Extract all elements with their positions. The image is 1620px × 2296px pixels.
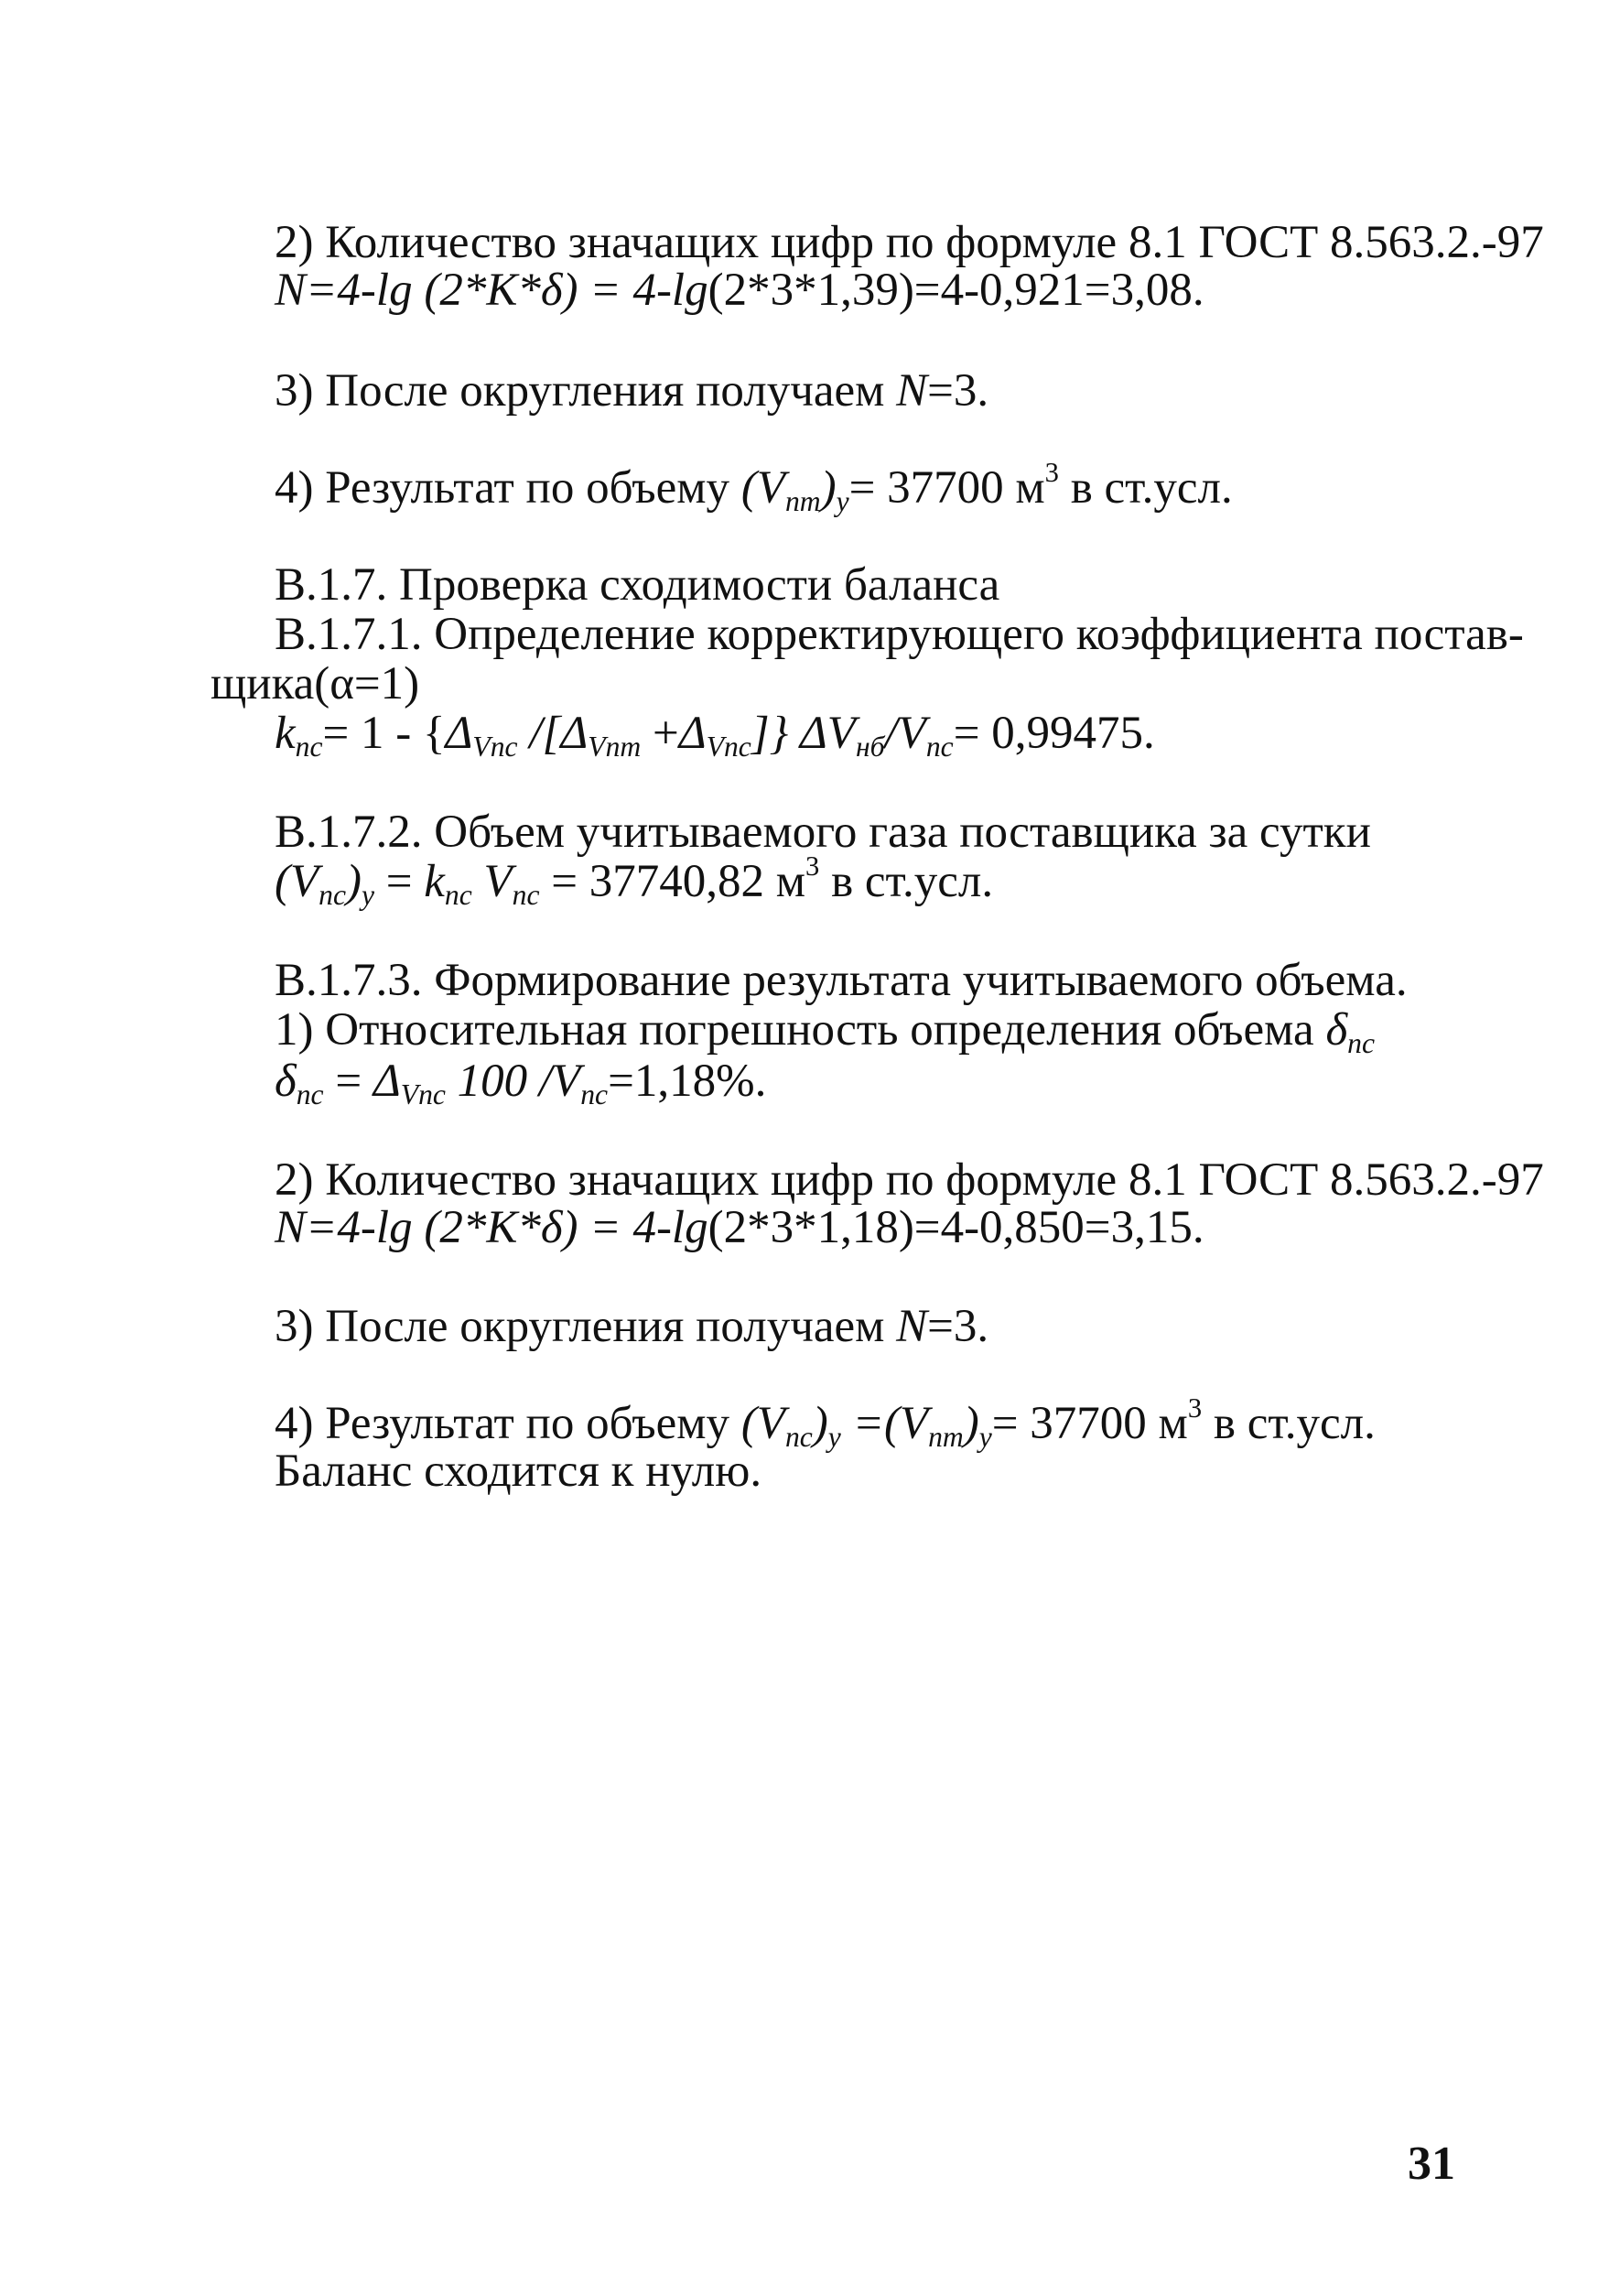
digits-count-formula: N=4-lg (2*K*δ) = 4-lg(2*3*1,39)=4-0,921=3,08. — [275, 265, 1204, 316]
rounding-result: 3) После округления получаем N=3. — [275, 365, 989, 417]
relative-error-heading: 1) Относительная погрешность определения объема $\delta_{nc}$ — [275, 1004, 1376, 1059]
correction-coefficient-formula: $k_{nc}= 1 - \{\Delta_{Vnc}$ $/[\Delta_{Vnm} +\Delta_{Vnc}]$} $\Delta V_{нб}/V_{nc}= 0,99475$. — [275, 708, 1155, 763]
section-b172-heading: В.1.7.2. Объем учитываемого газа поставщика за сутки — [275, 807, 1371, 858]
digits-count-heading-2: 2) Количество значащих цифр по формуле 8.1 ГОСТ 8.563.2.-97 — [275, 1154, 1544, 1206]
section-b17-heading: В.1.7. Проверка сходимости баланса — [275, 559, 1000, 611]
supplier-volume-formula: $(V_{nc})_y = k_{nc}$ $V_{nc} = 37740,82$ $м^3$ в ст.усл. — [275, 850, 994, 911]
section-b171-heading: В.1.7.1. Определение корректирующего коэффициента постав- — [275, 609, 1524, 660]
page-number: 31 — [1408, 2138, 1455, 2190]
digits-count-formula-2: N=4-lg (2*K*δ) = 4-lg(2*3*1,18)=4-0,850=3,15. — [275, 1202, 1204, 1253]
balance-conclusion: Баланс сходится к нулю. — [275, 1446, 762, 1497]
section-b173-heading: В.1.7.3. Формирование результата учитываемого объема. — [275, 955, 1408, 1006]
digits-count-heading: 2) Количество значащих цифр по формуле 8.1 ГОСТ 8.563.2.-97 — [275, 217, 1544, 268]
volume-result-2: 4) Результат по объему $(V_{nc})_y =(V_{nm})_y= 37700$ $м^3$ в ст.усл. — [275, 1392, 1376, 1453]
section-b171-heading-cont: щика(α=1) — [211, 658, 420, 709]
rounding-result-2: 3) После округления получаем N=3. — [275, 1301, 989, 1352]
relative-error-formula: $\delta_{nc} = \Delta_{Vnc}$ 100 $/V_{nc}=1,18\%$. — [275, 1056, 767, 1110]
volume-result: 4) Результат по объему $(V_{nm})_y= 37700$ $м^3$ в ст.усл. — [275, 457, 1233, 517]
